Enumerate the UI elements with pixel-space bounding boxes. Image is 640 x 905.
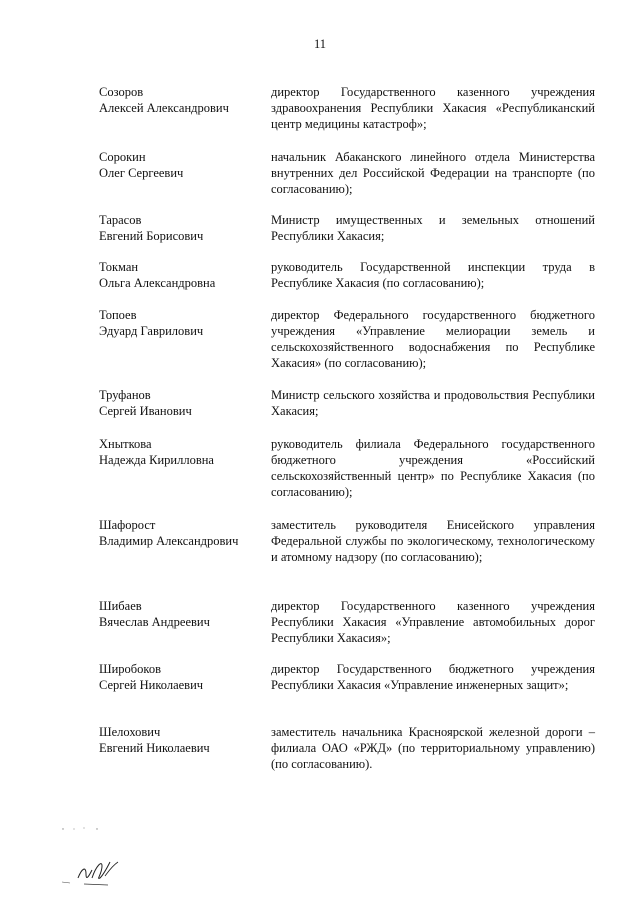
member-surname: Хныткова bbox=[99, 437, 152, 451]
member-given-names: Вячеслав Андреевич bbox=[99, 615, 210, 629]
member-name bbox=[99, 84, 264, 116]
member-given-names: Эдуард Гаврилович bbox=[99, 324, 204, 338]
member-position: директор Государственного казенного учреждения здравоохранения Республики Хакасия «Республиканский центр медицины катастроф»; bbox=[271, 85, 595, 131]
member-given-names: Евгений Борисович bbox=[99, 229, 204, 243]
member-surname: Созоров bbox=[99, 85, 144, 99]
member-given-names: Евгений Николаевич bbox=[99, 741, 210, 755]
member-name bbox=[99, 661, 264, 693]
member-position: Министр имущественных и земельных отношений Республики Хакасия; bbox=[271, 213, 595, 243]
member-name bbox=[99, 212, 264, 244]
member-given-names: Владимир Александрович bbox=[99, 534, 239, 548]
member-position: начальник Абаканского линейного отдела Министерства внутренних дел Российской Федерации на транспорте (по согласованию); bbox=[271, 150, 595, 196]
page-number: 11 bbox=[313, 37, 327, 51]
member-position: руководитель Государственной инспекции труда в Республике Хакасия (по согласованию); bbox=[271, 260, 595, 290]
member-surname: Тарасов bbox=[99, 213, 142, 227]
member-surname: Шелохович bbox=[99, 725, 161, 739]
member-surname: Шафорост bbox=[99, 518, 156, 532]
member-position: директор Федерального государственного бюджетного учреждения «Управление мелиорации земель и сельскохозяйственного водоснабжения по Республике Хакасия» (по согласованию); bbox=[271, 308, 595, 370]
member-given-names: Сергей Николаевич bbox=[99, 678, 204, 692]
member-position: директор Государственного казенного учреждения Республики Хакасия «Управление автомобильных дорог Республики Хакасия»; bbox=[271, 599, 595, 645]
member-surname: Широбоков bbox=[99, 662, 161, 676]
member-given-names: Ольга Александровна bbox=[99, 276, 216, 290]
member-given-names: Алексей Александрович bbox=[99, 101, 229, 115]
member-name bbox=[99, 259, 264, 291]
member-name bbox=[99, 517, 264, 549]
member-position: Министр сельского хозяйства и продовольствия Республики Хакасия; bbox=[271, 388, 595, 418]
member-position: заместитель руководителя Енисейского управления Федеральной службы по экологическому, технологическому и атомному надзору (по согласованию); bbox=[271, 518, 595, 564]
member-given-names: Надежда Кирилловна bbox=[99, 453, 214, 467]
member-name bbox=[99, 598, 264, 630]
member-name bbox=[99, 307, 264, 339]
member-name bbox=[99, 436, 264, 468]
member-surname: Сорокин bbox=[99, 150, 146, 164]
member-given-names: Сергей Иванович bbox=[99, 404, 192, 418]
member-surname: Топоев bbox=[99, 308, 137, 322]
scan-dots bbox=[60, 826, 110, 832]
member-position: заместитель начальника Красноярской железной дороги – филиала ОАО «РЖД» (по территориальному управлению) (по согласованию). bbox=[271, 725, 595, 771]
member-surname: Токман bbox=[99, 260, 139, 274]
member-name bbox=[99, 724, 264, 756]
member-name bbox=[99, 149, 264, 181]
member-surname: Труфанов bbox=[99, 388, 151, 402]
member-position: директор Государственного бюджетного учреждения Республики Хакасия «Управление инженерных защит»; bbox=[271, 662, 595, 692]
member-given-names: Олег Сергеевич bbox=[99, 166, 184, 180]
member-position: руководитель филиала Федерального государственного бюджетного учреждения «Российский сельскохозяйственный центр» по Республике Хакасия (по согласованию); bbox=[271, 437, 595, 499]
member-surname: Шибаев bbox=[99, 599, 142, 613]
member-name bbox=[99, 387, 264, 419]
handwritten-initials bbox=[58, 852, 128, 892]
